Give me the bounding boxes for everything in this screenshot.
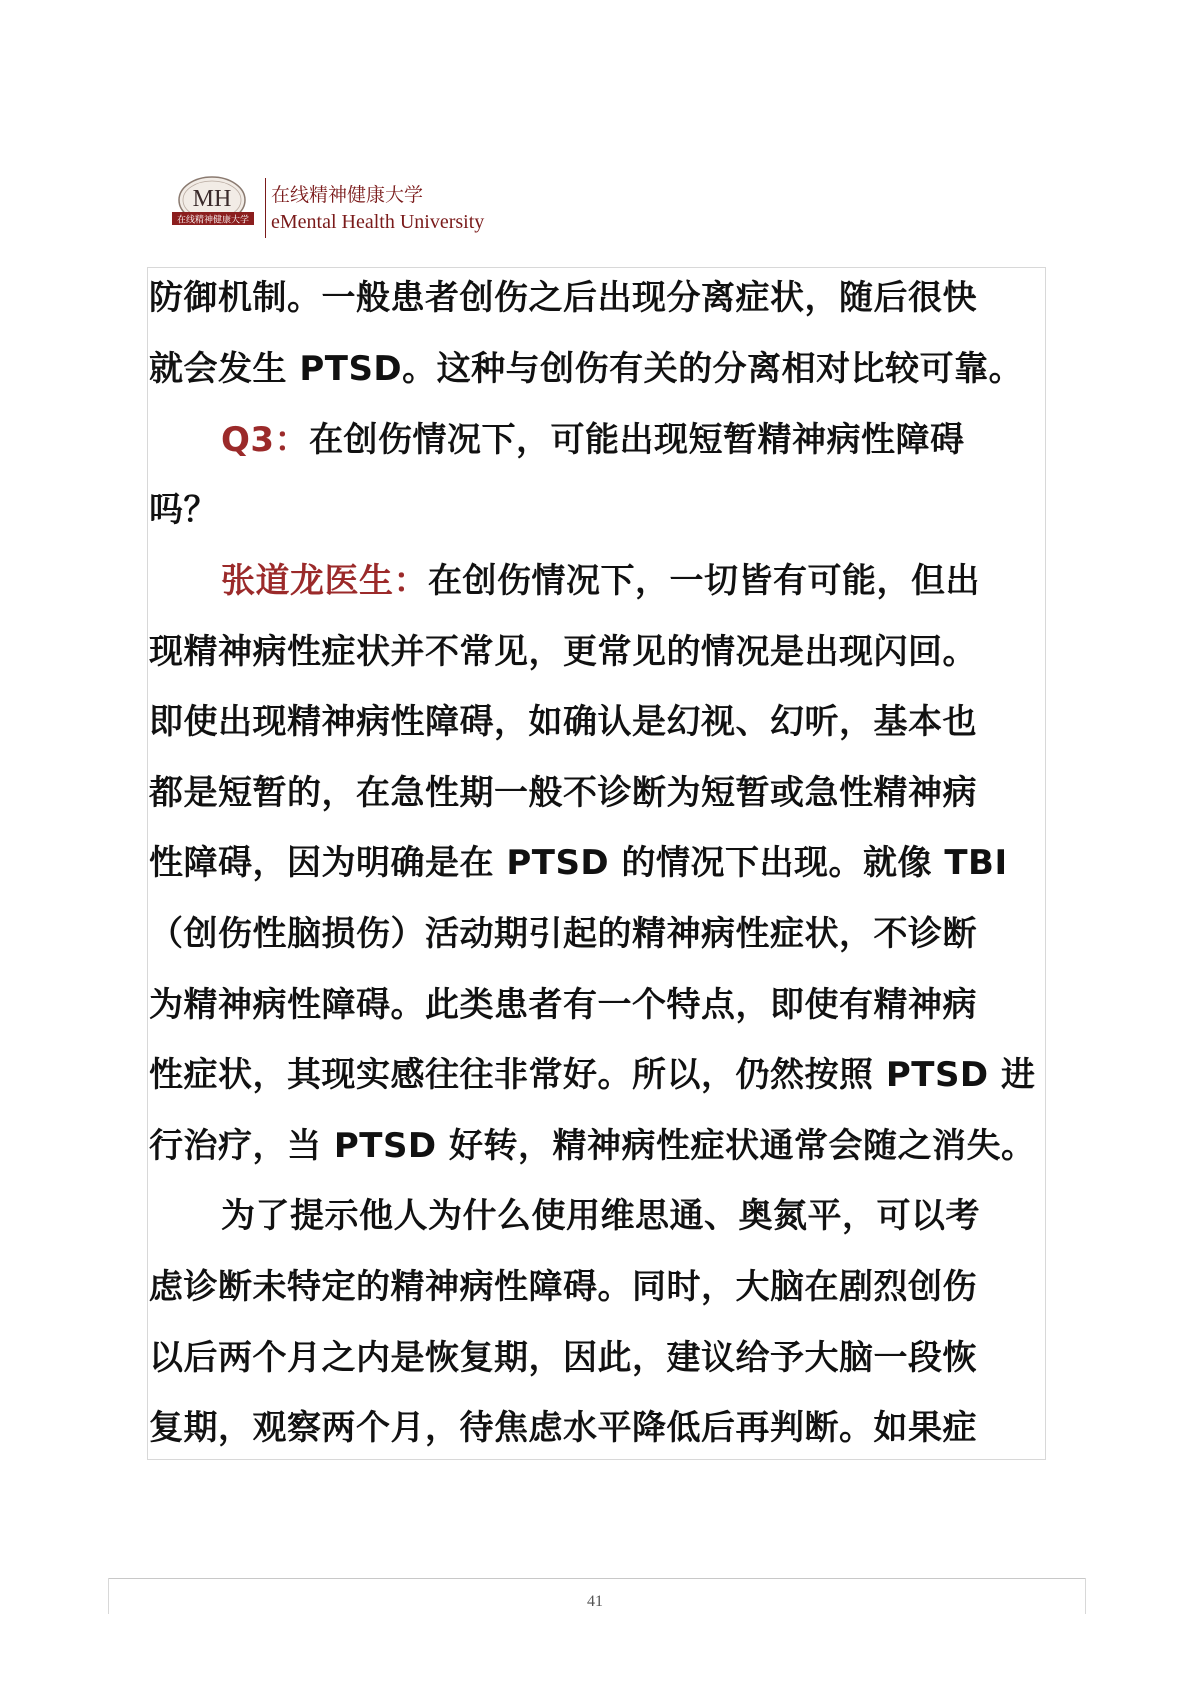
question-label: Q3： <box>221 420 310 460</box>
text-line: 为精神病性障碍。此类患者有一个特点，即使有精神病 <box>149 985 977 1025</box>
text-line: （创伤性脑损伤）活动期引起的精神病性症状，不诊断 <box>149 914 977 954</box>
mh-logo-icon <box>170 176 260 232</box>
text-line: 以后两个月之内是恢复期，因此，建议给予大脑一段恢 <box>149 1338 977 1378</box>
text-line: 性障碍，因为明确是在 PTSD 的情况下出现。就像 TBI <box>149 843 1008 883</box>
text-line: 都是短暂的，在急性期一般不诊断为短暂或急性精神病 <box>149 773 977 813</box>
logo-mark: MH <box>192 186 232 212</box>
text-line: 行治疗，当 PTSD 好转，精神病性症状通常会随之消失。 <box>149 1126 1036 1166</box>
text-line: 复期，观察两个月，待焦虑水平降低后再判断。如果症 <box>149 1408 977 1448</box>
text-line: 虑诊断未特定的精神病性障碍。同时，大脑在剧烈创伤 <box>149 1267 977 1307</box>
answer-line <box>221 559 980 603</box>
university-name-cn: 在线精神健康大学 <box>271 184 424 206</box>
text-line: 就会发生 PTSD。这种与创伤有关的分离相对比较可靠。 <box>149 349 1024 389</box>
answer-text: 在创伤情况下，一切皆有可能，但出 <box>428 561 980 601</box>
text-line: 为了提示他人为什么使用维思通、奥氮平，可以考 <box>221 1196 980 1236</box>
question-line <box>221 418 965 462</box>
speaker-label: 张道龙医生： <box>221 561 428 601</box>
footer-rule <box>108 1578 1086 1579</box>
text-line: 防御机制。一般患者创伤之后出现分离症状，随后很快 <box>149 278 977 318</box>
text-line: 吗？ <box>149 490 218 530</box>
text-line: 性症状，其现实感往往非常好。所以，仍然按照 PTSD 进 <box>149 1055 1036 1095</box>
logo-divider <box>265 178 266 238</box>
text-line: 现精神病性症状并不常见，更常见的情况是出现闪回。 <box>149 632 977 672</box>
logo-ribbon-text: 在线精神健康大学 <box>176 215 250 226</box>
text-line: 即使出现精神病性障碍，如确认是幻视、幻听，基本也 <box>149 702 977 742</box>
university-name-en: eMental Health University <box>271 211 485 233</box>
page-number: 41 <box>587 1593 603 1610</box>
question-text: 在创伤情况下，可能出现短暂精神病性障碍 <box>309 420 965 460</box>
